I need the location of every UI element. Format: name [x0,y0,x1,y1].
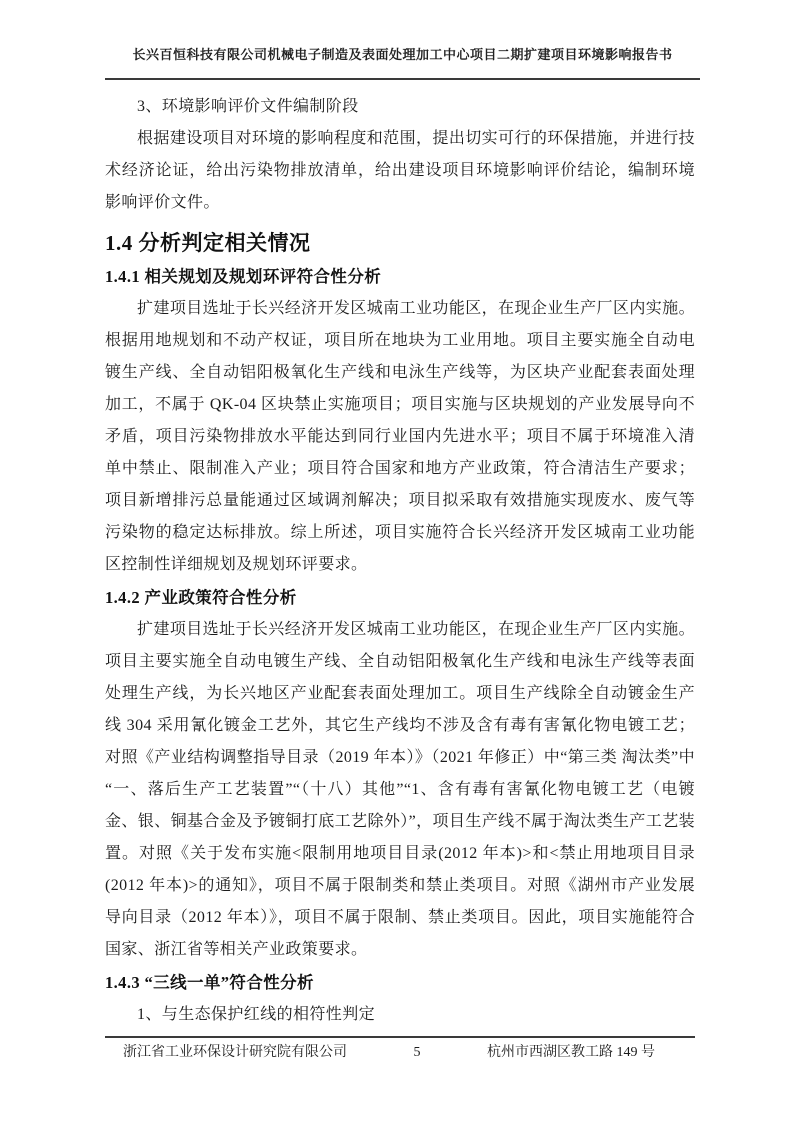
section-heading-1-4: 1.4 分析判定相关情况 [105,231,311,255]
section-heading-1-4-3: 1.4.3 “三线一单”符合性分析 [105,973,314,992]
paragraph-1-4-2: 扩建项目选址于长兴经济开发区城南工业功能区，在现企业生产厂区内实施。项目主要实施全自动电镀生产线、全自动铝阳极氧化生产线和电泳生产线等表面处理生产线，为长兴地区产业配套表面处理加工。项目生产线除全自动镀金生产线 304 采用氰化镀金工艺外，其它生产线均不涉及含有毒有害氰化物电镀工艺；对照《产业结构调整指导目录（2019 年本）》（2021 年修正）中“第三类 淘汰类”中“一、落后生产工艺装置”“（十八）其他”“1、含有毒有害氰化物电镀工艺（电镀金、银、铜基合金及予镀铜打底工艺除外）”，项目生产线不属于淘汰类生产工艺装置。对照《关于发布实施<限制用地项目目录(2012 年本)>和<禁止用地项目目录(2012 年本)>的通知》，项目不属于限制类和禁止类项目。对照《湖州市产业发展导向目录（2012 年本）》，项目不属于限制、禁止类项目。因此，项目实施能符合国家、浙江省等相关产业政策要求。 [105,621,695,958]
document-body [0,80,800,1031]
section-heading-1-4-2: 1.4.2 产业政策符合性分析 [105,588,297,607]
page-footer [105,1036,695,1065]
list-item-stage-3: 3、环境影响评价文件编制阶段 [137,98,359,115]
footer-address: 杭州市西湖区教工路 149 号 [487,1045,655,1060]
section-heading-1-4-1: 1.4.1 相关规划及规划环评符合性分析 [105,267,382,286]
footer-company: 浙江省工业环保设计研究院有限公司 [123,1045,347,1060]
running-header-title: 长兴百恒科技有限公司机械电子制造及表面处理加工中心项目二期扩建项目环境影响报告书 [132,47,673,62]
list-item-ecological-redline: 1、与生态保护红线的相符性判定 [137,1006,376,1023]
paragraph-1-4-1: 扩建项目选址于长兴经济开发区城南工业功能区，在现企业生产厂区内实施。根据用地规划和不动产权证，项目所在地块为工业用地。项目主要实施全自动电镀生产线、全自动铝阳极氧化生产线和电泳生产线等，为区块产业配套表面处理加工，不属于 QK-04 区块禁止实施项目；项目实施与区块规划的产业发展导向不矛盾，项目污染物排放水平能达到同行业国内先进水平；项目不属于环境准入清单中禁止、限制准入产业；项目符合国家和地方产业政策，符合清洁生产要求；项目新增排污总量能通过区域调剂解决；项目拟采取有效措施实现废水、废气等污染物的稳定达标排放。综上所述，项目实施符合长兴经济开发区城南工业功能区控制性详细规划及规划环评要求。 [105,300,695,573]
paragraph-stage-description: 根据建设项目对环境的影响程度和范围，提出切实可行的环保措施，并进行技术经济论证，给出污染物排放清单，给出建设项目环境影响评价结论，编制环境影响评价文件。 [105,130,695,211]
page-header [0,0,800,80]
footer-row [105,1038,695,1065]
footer-page-number: 5 [413,1045,421,1060]
